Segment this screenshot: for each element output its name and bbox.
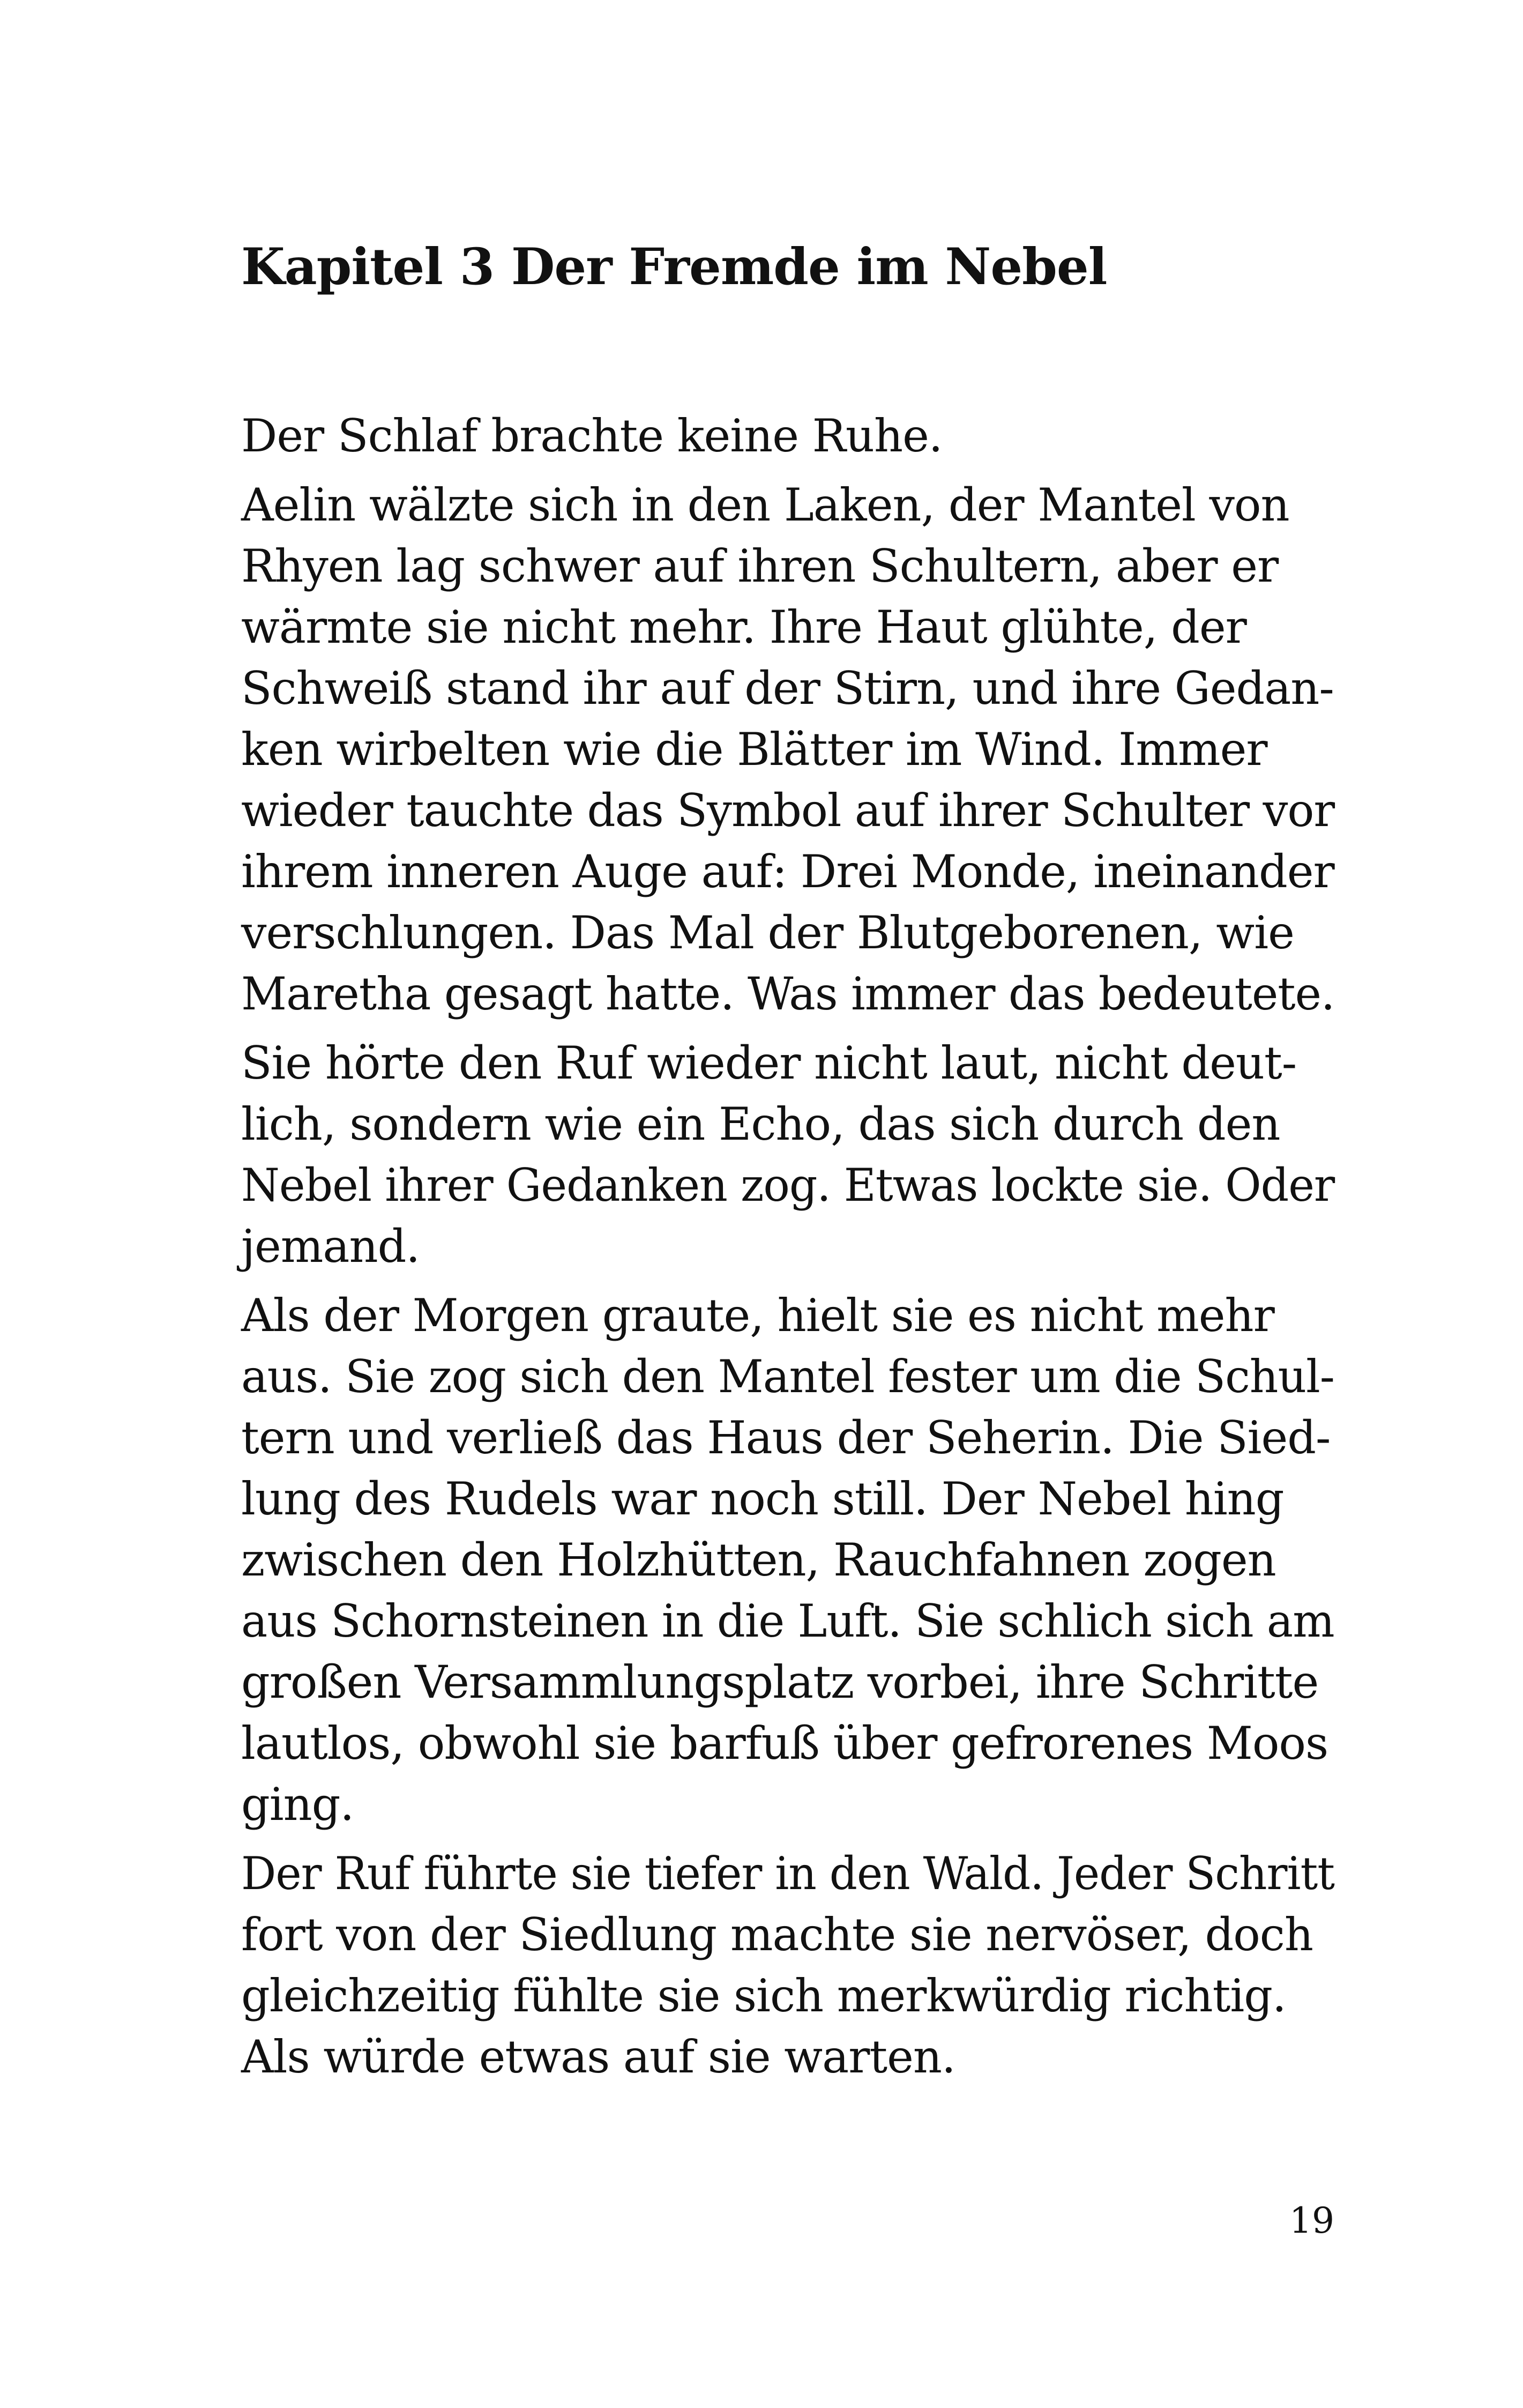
text-line: lung des Rudels war noch still. Der Nebel hing bbox=[241, 1473, 1284, 1525]
text-line: zwischen den Holzhütten, Rauchfahnen zogen bbox=[241, 1534, 1276, 1586]
text-line: verschlungen. Das Mal der Blutgeborenen, wie bbox=[241, 906, 1294, 959]
text-line: wärmte sie nicht mehr. Ihre Haut glühte, der bbox=[241, 601, 1246, 653]
text-line: jemand. bbox=[241, 1220, 420, 1273]
text-line: Maretha gesagt hatte. Was immer das bedeutete. bbox=[241, 968, 1335, 1020]
text-line: Der Ruf führte sie tiefer in den Wald. Jeder Schritt bbox=[241, 1847, 1335, 1900]
paragraph-gap bbox=[241, 466, 1334, 474]
text-line: wieder tauchte das Symbol auf ihrer Schulter vor bbox=[241, 784, 1335, 837]
text-line: Als würde etwas auf sie warten. bbox=[241, 2031, 955, 2083]
paragraph bbox=[241, 1285, 1334, 1835]
chapter-title: Kapitel 3 Der Fremde im Nebel bbox=[241, 237, 1107, 296]
paragraph bbox=[241, 1032, 1334, 1277]
text-line: aus Schornsteinen in die Luft. Sie schlich sich am bbox=[241, 1595, 1334, 1647]
text-line: Nebel ihrer Gedanken zog. Etwas lockte sie. Oder bbox=[241, 1159, 1335, 1212]
text-line: Als der Morgen graute, hielt sie es nicht mehr bbox=[241, 1289, 1274, 1342]
text-line: gleichzeitig fühlte sie sich merkwürdig richtig. bbox=[241, 1969, 1286, 2022]
paragraph bbox=[241, 474, 1334, 1024]
text-line: ihrem inneren Auge auf: Drei Monde, ineinander bbox=[241, 845, 1334, 898]
paragraph-gap bbox=[241, 1835, 1334, 1843]
text-line: ken wirbelten wie die Blätter im Wind. Immer bbox=[241, 723, 1267, 776]
paragraph bbox=[241, 405, 1334, 466]
text-line: aus. Sie zog sich den Mantel fester um die Schul- bbox=[241, 1350, 1334, 1403]
text-line: lich, sondern wie ein Echo, das sich durch den bbox=[241, 1098, 1280, 1150]
text-line: Sie hörte den Ruf wieder nicht laut, nicht deut- bbox=[241, 1037, 1297, 1089]
text-line: großen Versammlungsplatz vorbei, ihre Schritte bbox=[241, 1656, 1319, 1708]
text-line: fort von der Siedlung machte sie nervöser, doch bbox=[241, 1908, 1313, 1961]
paragraph-gap bbox=[241, 1024, 1334, 1032]
text-line: Aelin wälzte sich in den Laken, der Mantel von bbox=[241, 479, 1289, 531]
text-line: Schweiß stand ihr auf der Stirn, und ihre Gedan- bbox=[241, 662, 1334, 715]
text-line: tern und verließ das Haus der Seherin. Die Sied- bbox=[241, 1411, 1331, 1464]
text-line: ging. bbox=[241, 1778, 354, 1831]
text-line: lautlos, obwohl sie barfuß über gefrorenes Moos bbox=[241, 1717, 1328, 1770]
text-line: Der Schlaf brachte keine Ruhe. bbox=[241, 410, 943, 462]
paragraph-gap bbox=[241, 1277, 1334, 1285]
page-number: 19 bbox=[1289, 2200, 1334, 2241]
paragraph bbox=[241, 1843, 1334, 2087]
text-line: Rhyen lag schwer auf ihren Schultern, aber er bbox=[241, 540, 1279, 592]
body-text bbox=[241, 405, 1334, 2087]
